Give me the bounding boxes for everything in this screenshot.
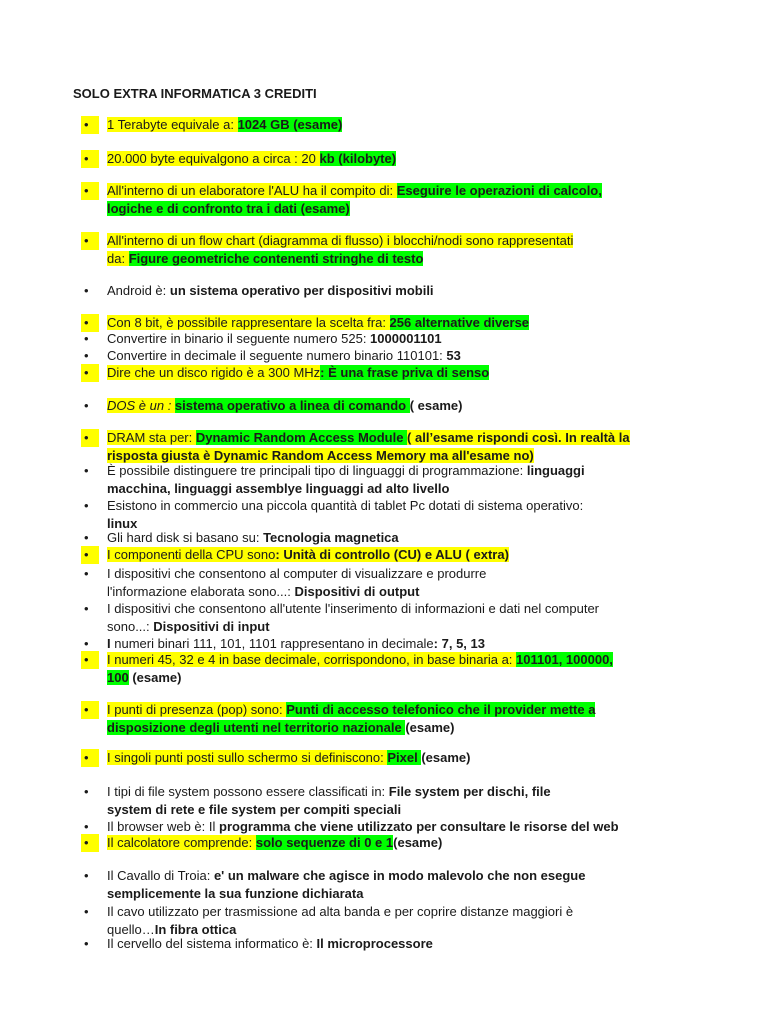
text-segment: l'informazione elaborata sono...: — [107, 583, 295, 599]
text-segment: I punti di presenza (pop) sono: — [107, 702, 287, 717]
list-item-text — [107, 232, 697, 267]
text-segment: Esistono in commercio una piccola quantità di tablet Pc dotati di sistema operativo: — [107, 498, 584, 513]
text-line — [107, 546, 697, 564]
text-line — [107, 182, 697, 200]
text-segment: All'interno di un elaboratore l'ALU ha il compito di: — [107, 183, 397, 198]
text-segment: Android è: — [107, 283, 170, 298]
text-segment: macchina, linguaggi assemblye linguaggi ad alto livello — [107, 480, 450, 496]
text-segment: DRAM sta per: — [107, 430, 196, 445]
text-segment: Dispositivi di output — [294, 583, 420, 599]
text-segment: I dispositivi che consentono al computer di visualizzare e produrre — [107, 566, 487, 581]
text-segment: Il cervello del sistema informatico è: — [107, 936, 317, 951]
text-line — [107, 669, 697, 687]
text-segment: I dispositivi che consentono all'utente l'inserimento di informazioni e dati nel computer — [107, 601, 600, 616]
text-segment: Il Cavallo di Troia: — [107, 868, 214, 883]
text-segment: Il calcolatore comprende: — [107, 835, 256, 850]
text-segment: I — [107, 636, 111, 651]
text-segment: : Unità di controllo (CU) e ALU ( extra) — [275, 547, 509, 562]
list-item-text — [107, 150, 697, 168]
text-line — [107, 935, 697, 953]
text-segment: In fibra ottica — [154, 921, 237, 937]
highlighted-answer: Pixel — [387, 750, 422, 765]
highlighted-answer: Dynamic Random Access Module — [195, 430, 408, 445]
text-segment: 20.000 byte equivalgono a circa : — [107, 151, 302, 166]
text-segment: Con 8 bit, è possibile rappresentare la scelta fra: — [107, 315, 390, 330]
bullet-icon: • — [81, 116, 99, 134]
list-item-text — [107, 397, 697, 415]
list-item-text — [107, 834, 697, 852]
highlighted-answer: 256 alternative diverse — [389, 315, 530, 330]
text-segment: sono...: — [107, 618, 154, 634]
text-segment: (esame) — [405, 719, 455, 735]
text-segment: (esame) — [393, 835, 443, 850]
list-item-text — [107, 497, 697, 532]
text-line — [107, 480, 697, 498]
list-item-text — [107, 635, 697, 653]
text-segment: 20 — [301, 151, 320, 166]
text-segment: Convertire in decimale il seguente numero binario 110101: — [107, 348, 447, 363]
text-segment: : 7, 5, 13 — [433, 636, 485, 651]
text-line — [107, 701, 697, 719]
text-line — [107, 749, 697, 767]
bullet-icon: • — [84, 784, 89, 799]
text-segment: semplicemente la sua funzione dichiarata — [107, 885, 364, 901]
text-line — [107, 565, 697, 583]
bullet-icon: • — [84, 398, 89, 413]
highlighted-answer: 101101, 100000, — [516, 652, 613, 667]
bullet-icon: • — [84, 331, 89, 346]
highlighted-answer: disposizione degli utenti nel territorio nazionale — [107, 719, 406, 735]
list-item-text — [107, 330, 697, 348]
text-line — [107, 783, 697, 801]
text-segment: I componenti della CPU sono — [107, 547, 276, 562]
text-segment: I singoli punti posti sullo schermo si definiscono: — [107, 750, 388, 765]
text-segment: All'interno di un flow chart (diagramma di flusso) i blocchi/nodi sono rappresentati — [107, 233, 574, 248]
text-line — [107, 232, 697, 250]
text-line — [107, 462, 697, 480]
list-item-text — [107, 565, 697, 600]
text-segment: Il microprocessore — [316, 936, 433, 951]
text-line — [107, 116, 697, 134]
text-segment: È possibile distinguere tre principali tipo di linguaggi di programmazione: — [107, 463, 527, 478]
text-line — [107, 150, 697, 168]
highlighted-answer: Figure geometriche contenenti stringhe di testo — [128, 250, 424, 266]
bullet-icon: • — [81, 546, 99, 564]
text-segment: linux — [107, 515, 138, 531]
highlighted-answer: 1024 GB (esame) — [237, 117, 343, 132]
highlighted-answer: logiche e di confronto tra i dati (esame) — [107, 200, 350, 216]
text-line — [107, 719, 697, 737]
list-item-text — [107, 701, 697, 736]
text-line — [107, 497, 697, 515]
list-item-text — [107, 282, 697, 300]
highlighted-answer: kb (kilobyte) — [319, 151, 397, 166]
highlighted-answer: sistema operativo a linea di comando — [174, 398, 410, 413]
text-line — [107, 330, 697, 348]
text-line — [107, 583, 697, 601]
bullet-icon: • — [81, 182, 99, 200]
text-segment: I tipi di file system possono essere classificati in: — [107, 784, 389, 799]
text-segment: Il cavo utilizzato per trasmissione ad alta banda e per coprire distanze maggiori è — [107, 904, 574, 919]
text-segment: system di rete e file system per compiti speciali — [107, 801, 402, 817]
list-item-text — [107, 364, 697, 382]
list-item-text — [107, 462, 697, 497]
text-segment: 1000001101 — [370, 331, 442, 346]
list-item-text — [107, 429, 697, 464]
text-segment: Tecnologia magnetica — [263, 530, 399, 545]
bullet-icon: • — [81, 834, 99, 852]
list-item-text — [107, 182, 697, 217]
bullet-icon: • — [81, 429, 99, 447]
text-segment: Dire che un disco rigido è a 300 MHz — [107, 365, 321, 380]
text-line — [107, 364, 697, 382]
bullet-icon: • — [84, 601, 89, 616]
highlighted-answer: 100 — [107, 669, 129, 685]
list-item-text — [107, 749, 697, 767]
bullet-icon: • — [81, 651, 99, 669]
text-segment: Dispositivi di input — [153, 618, 270, 634]
bullet-icon: • — [84, 530, 89, 545]
bullet-icon: • — [84, 904, 89, 919]
text-line — [107, 529, 697, 547]
text-segment: (esame) — [128, 669, 182, 685]
highlighted-answer: Punti di accesso telefonico che il provider mette a — [286, 702, 596, 717]
text-line — [107, 801, 697, 819]
list-item-text — [107, 347, 697, 365]
bullet-icon: • — [84, 868, 89, 883]
text-segment: e' un malware che agisce in modo malevolo che non esegue — [213, 868, 586, 883]
text-segment: programma che viene utilizzato per consultare le risorse del web — [219, 819, 619, 834]
text-segment: File system per dischi, file — [388, 784, 551, 799]
text-segment: Convertire in binario il seguente numero 525: — [107, 331, 371, 346]
list-item-text — [107, 651, 697, 686]
list-item-text — [107, 935, 697, 953]
list-item-text — [107, 867, 697, 902]
text-segment: quello… — [107, 921, 155, 937]
highlighted-answer: : È una frase priva di senso — [320, 365, 490, 380]
text-segment: risposta giusta è Dynamic Random Access Memory ma all'esame no) — [107, 447, 534, 463]
text-segment: ( all’esame rispondi così. In realtà la — [407, 430, 630, 445]
bullet-icon: • — [81, 150, 99, 168]
list-item-text — [107, 818, 697, 836]
text-segment: Gli hard disk si basano su: — [107, 530, 264, 545]
text-line — [107, 635, 697, 653]
bullet-icon: • — [84, 283, 89, 298]
text-segment: I numeri 45, 32 e 4 in base decimale, corrispondono, in base binaria a: — [107, 652, 517, 667]
document-title: SOLO EXTRA INFORMATICA 3 CREDITI — [73, 86, 317, 101]
text-segment: linguaggi — [526, 463, 585, 478]
text-segment: 1 Terabyte equivale a: — [107, 117, 238, 132]
text-segment: numeri binari 111, 101, 1101 rappresentano in decimale — [110, 636, 434, 651]
text-line — [107, 903, 697, 921]
text-segment: DOS è un : — [107, 398, 175, 413]
bullet-icon: • — [84, 463, 89, 478]
text-segment: un sistema operativo per dispositivi mobili — [169, 283, 434, 298]
list-item-text — [107, 314, 697, 332]
text-line — [107, 250, 697, 268]
bullet-icon: • — [81, 749, 99, 767]
highlighted-answer: solo sequenze di 0 e 1 — [255, 835, 394, 850]
text-line — [107, 818, 697, 836]
list-item-text — [107, 903, 697, 938]
bullet-icon: • — [84, 936, 89, 951]
text-line — [107, 397, 697, 415]
list-item-text — [107, 546, 697, 564]
bullet-icon: • — [84, 498, 89, 513]
text-segment: da: — [107, 250, 129, 266]
bullet-icon: • — [81, 364, 99, 382]
text-line — [107, 314, 697, 332]
bullet-icon: • — [81, 232, 99, 250]
text-line — [107, 618, 697, 636]
text-line — [107, 600, 697, 618]
text-segment: 53 — [446, 348, 461, 363]
bullet-icon: • — [84, 348, 89, 363]
text-line — [107, 834, 697, 852]
text-line — [107, 651, 697, 669]
list-item-text — [107, 116, 697, 134]
bullet-icon: • — [81, 314, 99, 332]
list-item-text — [107, 600, 697, 635]
text-line — [107, 200, 697, 218]
text-segment: (esame) — [421, 750, 471, 765]
text-line — [107, 347, 697, 365]
text-line — [107, 282, 697, 300]
bullet-icon: • — [84, 819, 89, 834]
highlighted-answer: Eseguire le operazioni di calcolo, — [396, 183, 602, 198]
bullet-icon: • — [81, 701, 99, 719]
text-line — [107, 867, 697, 885]
text-line — [107, 429, 697, 447]
bullet-icon: • — [84, 566, 89, 581]
bullet-icon: • — [84, 636, 89, 651]
list-item-text — [107, 529, 697, 547]
text-segment: Il browser web è: Il — [107, 819, 219, 834]
list-item-text — [107, 783, 697, 818]
text-segment: ( esame) — [409, 398, 463, 413]
text-line — [107, 885, 697, 903]
